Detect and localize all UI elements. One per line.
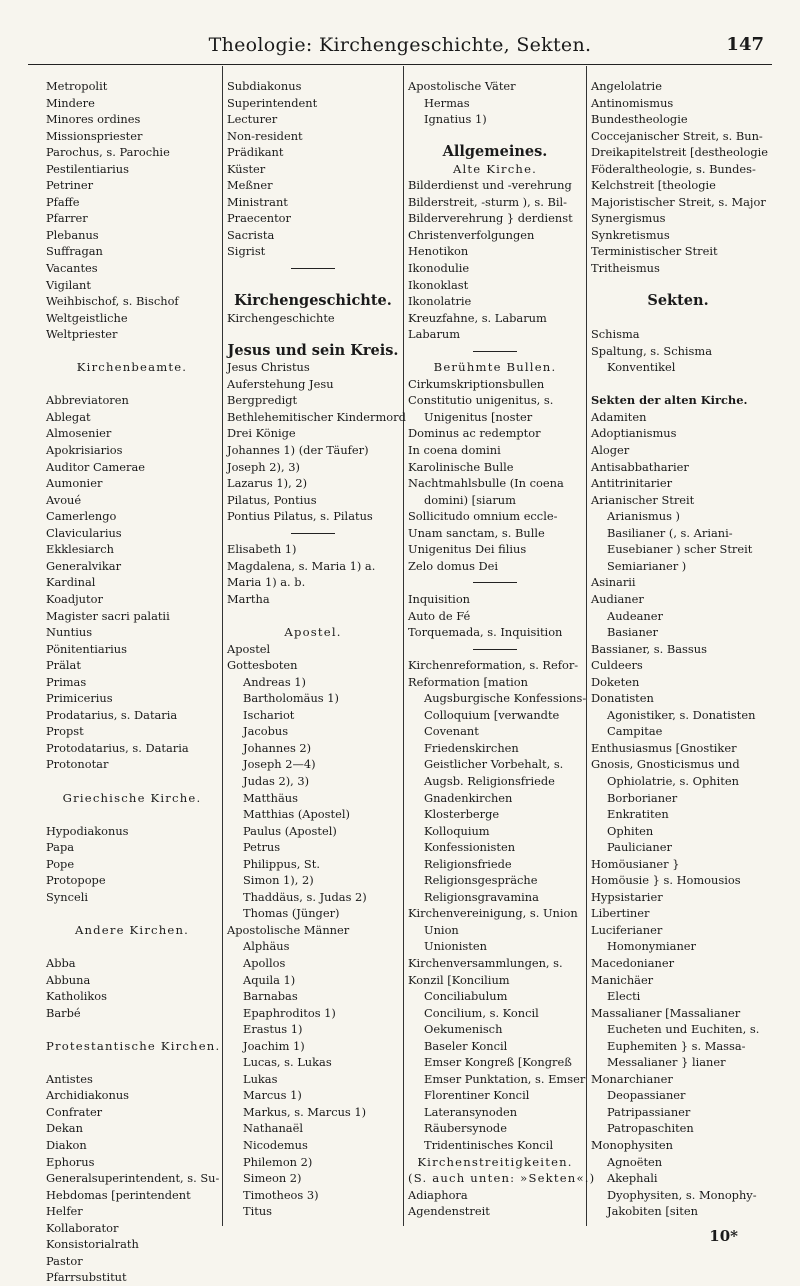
spacer bbox=[46, 376, 218, 393]
index-entry: Kirchenvereinigung, s. Union bbox=[408, 906, 578, 921]
spacer bbox=[46, 1054, 218, 1071]
index-entry: Libertiner bbox=[591, 906, 650, 921]
index-entry: Missionspriester bbox=[46, 128, 143, 143]
index-entry: Klosterberge bbox=[424, 807, 500, 822]
index-entry: Matthäus bbox=[243, 790, 298, 805]
index-entry: Föderaltheologie, s. Bundes- bbox=[591, 161, 756, 176]
index-entry: Weihbischof, s. Bischof bbox=[46, 294, 179, 309]
index-entry: Henotikon bbox=[408, 244, 469, 259]
index-entry: Primicerius bbox=[46, 691, 113, 706]
index-entry: Lazarus 1), 2) bbox=[227, 476, 308, 491]
index-entry: Abbreviatoren bbox=[46, 393, 129, 408]
spacer bbox=[46, 905, 218, 922]
index-entry: Martha bbox=[227, 591, 270, 606]
spacer bbox=[227, 277, 399, 294]
index-entry: Concilium, s. Koncil bbox=[424, 1005, 539, 1020]
index-entry: Zelo domus Dei bbox=[408, 558, 499, 573]
index-entry: Katholikos bbox=[46, 989, 107, 1004]
index-entry: Erastus 1) bbox=[243, 1022, 303, 1037]
spacer bbox=[46, 1021, 218, 1038]
index-entry: Auto de Fé bbox=[408, 608, 471, 623]
index-entry: Eucheten und Euchiten, s. bbox=[607, 1022, 760, 1037]
column-divider bbox=[222, 66, 223, 1226]
index-entry: Parochus, s. Parochie bbox=[46, 145, 170, 160]
index-entry: Drei Könige bbox=[227, 426, 296, 441]
index-entry: Protopope bbox=[46, 873, 106, 888]
section-heading: Alte Kirche. bbox=[452, 161, 538, 176]
index-entry: Matthias (Apostel) bbox=[243, 807, 350, 822]
index-entry: Hermas bbox=[424, 95, 470, 110]
column-divider bbox=[586, 66, 587, 1226]
index-entry: Kardinal bbox=[46, 575, 96, 590]
column-2 bbox=[225, 78, 406, 1228]
index-entry: Agnoëten bbox=[607, 1154, 663, 1169]
index-entry: Arianischer Streit bbox=[591, 492, 695, 507]
index-entry: Macedonianer bbox=[591, 955, 675, 970]
index-entry: Conciliabulum bbox=[424, 989, 508, 1004]
index-entry: Augsb. Religionsfriede bbox=[424, 773, 555, 788]
index-entry: Abba bbox=[46, 955, 76, 970]
index-entry: Nathanaël bbox=[243, 1121, 303, 1136]
index-entry: Dyophysiten, s. Monophy- bbox=[607, 1187, 757, 1202]
section-heading: Apostel. bbox=[284, 625, 342, 640]
index-entry: Monophysiten bbox=[591, 1138, 673, 1152]
spacer bbox=[227, 326, 399, 343]
index-entry: Patripassianer bbox=[607, 1104, 691, 1119]
index-entry: Karolinische Bulle bbox=[408, 459, 514, 474]
index-entry: Asinarii bbox=[591, 575, 636, 590]
index-entry: Protodatarius, s. Dataria bbox=[46, 740, 189, 755]
index-entry: Konventikel bbox=[607, 360, 676, 375]
index-entry: Philippus, St. bbox=[243, 856, 320, 871]
spacer bbox=[46, 938, 218, 955]
index-entry: Audeaner bbox=[607, 608, 663, 623]
index-entry: Electi bbox=[607, 989, 641, 1004]
index-entry: Florentiner Koncil bbox=[424, 1088, 530, 1103]
index-entry: Apokrisiarios bbox=[46, 443, 123, 458]
index-entry: Massalianer [Massalianer bbox=[591, 1005, 741, 1020]
index-entry: Unionisten bbox=[424, 939, 487, 954]
index-entry: Propst bbox=[46, 724, 84, 739]
index-entry: Union bbox=[424, 922, 459, 937]
index-entry: Lecturer bbox=[227, 112, 278, 127]
index-entry: Magister sacri palatii bbox=[46, 608, 170, 623]
index-entry: Judas 2), 3) bbox=[243, 773, 310, 788]
index-entry: Pilatus, Pontius bbox=[227, 492, 317, 507]
index-entry: Sigrist bbox=[227, 244, 266, 259]
index-entry: Basilianer (, s. Ariani- bbox=[607, 525, 733, 540]
index-entry: Johannes 2) bbox=[243, 740, 312, 755]
index-entry: Petriner bbox=[46, 178, 94, 193]
index-entry: Pfaffe bbox=[46, 194, 80, 209]
index-entry: Eusebianer ) scher Streit bbox=[607, 542, 753, 557]
index-entry: Campitae bbox=[607, 724, 663, 739]
index-entry: Vigilant bbox=[46, 277, 91, 292]
section-heading: Kirchengeschichte. bbox=[234, 292, 392, 310]
index-entry: Papa bbox=[46, 840, 75, 855]
index-entry: Ministrant bbox=[227, 194, 288, 209]
header-rule bbox=[28, 64, 772, 65]
index-entry: Kelchstreit [theologie bbox=[591, 178, 716, 193]
index-entry: Nuntius bbox=[46, 625, 93, 640]
index-entry: Almosenier bbox=[46, 426, 112, 441]
index-entry: Kreuzfahne, s. Labarum bbox=[408, 310, 547, 325]
index-entry: Torquemada, s. Inquisition bbox=[408, 625, 563, 640]
spacer bbox=[408, 128, 582, 145]
column-divider bbox=[403, 66, 404, 1226]
index-entry: Agendenstreit bbox=[408, 1204, 490, 1219]
section-rule bbox=[227, 525, 399, 542]
index-entry: Aloger bbox=[591, 443, 630, 458]
index-entry: Metropolit bbox=[46, 79, 108, 93]
index-entry: Pfarrer bbox=[46, 211, 88, 226]
index-entry: Barnabas bbox=[243, 989, 298, 1004]
index-entry: Jesus Christus bbox=[227, 360, 310, 375]
index-entry: Tridentinisches Koncil bbox=[424, 1138, 554, 1152]
index-entry: Johannes 1) (der Täufer) bbox=[227, 443, 369, 458]
section-heading: Protestantische Kirchen. bbox=[46, 1038, 221, 1053]
index-entry: Inquisition bbox=[408, 591, 471, 606]
index-entry: Religionsgravamina bbox=[424, 889, 539, 904]
index-entry: Markus, s. Marcus 1) bbox=[243, 1104, 367, 1119]
index-entry: Philemon 2) bbox=[243, 1154, 313, 1169]
spacer bbox=[46, 806, 218, 823]
index-entry: Weltpriester bbox=[46, 327, 118, 342]
index-entry: Küster bbox=[227, 161, 266, 176]
index-entry: Unigenitus [noster bbox=[424, 409, 533, 424]
index-entry: Weltgeistliche bbox=[46, 310, 128, 325]
index-entry: Apostolische Väter bbox=[408, 79, 516, 93]
index-entry: Thaddäus, s. Judas 2) bbox=[243, 889, 367, 904]
index-entry: Ikonoklast bbox=[408, 277, 469, 292]
index-entry: Marcus 1) bbox=[243, 1088, 302, 1103]
spacer bbox=[46, 343, 218, 360]
index-entry: Ephorus bbox=[46, 1154, 95, 1169]
index-entry: Enkratiten bbox=[607, 807, 669, 822]
index-entry: Auferstehung Jesu bbox=[227, 376, 334, 391]
index-entry: Prälat bbox=[46, 658, 81, 673]
index-entry: Synceli bbox=[46, 889, 88, 904]
index-entry: Kirchengeschichte bbox=[227, 310, 335, 325]
index-entry: Joseph 2—4) bbox=[243, 757, 316, 772]
section-heading: Allgemeines. bbox=[442, 143, 548, 161]
index-entry: Thomas (Jünger) bbox=[243, 906, 340, 921]
index-entry: Pastor bbox=[46, 1253, 83, 1268]
index-entry: Dekan bbox=[46, 1121, 83, 1136]
index-entry: Generalvikar bbox=[46, 558, 122, 573]
index-entry: Kollaborator bbox=[46, 1220, 119, 1235]
index-entry: Religionsfriede bbox=[424, 856, 512, 871]
index-entry: Spaltung, s. Schisma bbox=[591, 343, 712, 358]
index-entry: Friedenskirchen bbox=[424, 740, 519, 755]
index-entry: Terministischer Streit bbox=[591, 244, 718, 259]
index-entry: Homöusie } s. Homousios bbox=[591, 873, 741, 888]
index-entry: Pönitentiarius bbox=[46, 641, 127, 656]
index-entry: Paulus (Apostel) bbox=[243, 823, 337, 838]
index-entry: Räubersynode bbox=[424, 1121, 507, 1136]
index-entry: Semiarianer ) bbox=[607, 558, 687, 573]
index-entry: Bilderstreit, -sturm ), s. Bil- bbox=[408, 194, 567, 209]
index-entry: Suffragan bbox=[46, 244, 103, 259]
section-heading: Jesus und sein Kreis. bbox=[227, 341, 399, 359]
index-entry: Ignatius 1) bbox=[424, 112, 487, 127]
index-entry: Apostolische Männer bbox=[227, 922, 350, 937]
index-entry: Ischariot bbox=[243, 707, 295, 722]
index-entry: Emser Punktation, s. Emser bbox=[424, 1071, 586, 1086]
index-entry: Kolloquium bbox=[424, 823, 490, 838]
index-entry: Confrater bbox=[46, 1104, 103, 1119]
index-entry: Superintendent bbox=[227, 95, 318, 110]
index-entry: Borborianer bbox=[607, 790, 678, 805]
index-entry: Homonymianer bbox=[607, 939, 696, 954]
section-heading: Sekten. bbox=[647, 292, 709, 310]
index-entry: Antitrinitarier bbox=[591, 476, 673, 491]
running-title: Theologie: Kirchengeschichte, Sekten. bbox=[208, 34, 592, 56]
index-entry: Dominus ac redemptor bbox=[408, 426, 541, 441]
index-entry: Gnosis, Gnosticismus und bbox=[591, 757, 740, 772]
index-entry: In coena domini bbox=[408, 443, 501, 458]
index-entry: Epaphroditos 1) bbox=[243, 1005, 336, 1020]
index-entry: Ekklesiarch bbox=[46, 542, 114, 557]
index-entry: Pestilentiarius bbox=[46, 161, 129, 176]
index-entry: Patropaschiten bbox=[607, 1121, 694, 1136]
section-heading: (S. auch unten: »Sekten«.) bbox=[408, 1171, 596, 1186]
index-entry: Subdiakonus bbox=[227, 79, 302, 93]
index-entry: Kirchenreformation, s. Refor- bbox=[408, 658, 579, 673]
index-entry: Primas bbox=[46, 674, 87, 689]
index-entry: Hypodiakonus bbox=[46, 823, 129, 838]
index-entry: Pope bbox=[46, 856, 75, 871]
index-entry: Camerlengo bbox=[46, 509, 117, 524]
index-entry: Minores ordines bbox=[46, 112, 141, 127]
index-entry: Ikonolatrie bbox=[408, 294, 472, 309]
index-entry: Deopassianer bbox=[607, 1088, 686, 1103]
index-entry: Tritheismus bbox=[591, 261, 660, 276]
index-entry: Barbé bbox=[46, 1005, 81, 1020]
index-entry: Adoptianismus bbox=[591, 426, 677, 441]
index-entry: Hebdomas [perintendent bbox=[46, 1187, 191, 1202]
index-entry: Labarum bbox=[408, 327, 461, 342]
index-entry: Titus bbox=[243, 1204, 272, 1219]
section-rule bbox=[408, 641, 582, 658]
index-entry: Dreikapitelstreit [destheologie bbox=[591, 145, 769, 160]
index-entry: Aumonier bbox=[46, 476, 103, 491]
index-entry: Sollicitudo omnium eccle- bbox=[408, 509, 558, 524]
index-entry: Simeon 2) bbox=[243, 1171, 302, 1186]
index-entry: Bilderdienst und -verehrung bbox=[408, 178, 572, 193]
index-entry: Pontius Pilatus, s. Pilatus bbox=[227, 509, 373, 524]
index-entry: Jakobiten [siten bbox=[607, 1204, 698, 1219]
spacer bbox=[46, 773, 218, 790]
index-entry: Angelolatrie bbox=[591, 79, 662, 93]
spacer bbox=[591, 310, 765, 327]
index-entry: Nicodemus bbox=[243, 1138, 308, 1152]
index-entry: Pfarrsubstitut bbox=[46, 1270, 127, 1285]
section-heading: Kirchenbeamte. bbox=[76, 360, 188, 375]
index-entry: Lucas, s. Lukas bbox=[243, 1055, 332, 1070]
index-entry: Konzil [Koncilium bbox=[408, 972, 510, 987]
index-entry: Prodatarius, s. Dataria bbox=[46, 707, 178, 722]
index-entry: Manichäer bbox=[591, 972, 654, 987]
index-entry: Antistes bbox=[46, 1071, 93, 1086]
index-entry: Ophiolatrie, s. Ophiten bbox=[607, 773, 739, 788]
index-entry: Aquila 1) bbox=[243, 972, 296, 987]
index-entry: domini) [siarum bbox=[424, 492, 516, 507]
index-entry: Gottesboten bbox=[227, 658, 298, 673]
index-entry: Nachtmahlsbulle (In coena bbox=[408, 476, 564, 491]
index-entry: Augsburgische Konfessions- bbox=[424, 691, 587, 706]
page-number: 147 bbox=[726, 34, 764, 55]
spacer bbox=[591, 376, 765, 393]
index-entry: Adiaphora bbox=[408, 1187, 468, 1202]
index-entry: Donatisten bbox=[591, 691, 654, 706]
index-entry: Clavicularius bbox=[46, 525, 122, 540]
index-entry: Bilderverehrung } derdienst bbox=[408, 211, 573, 226]
index-entry: Kirchenversammlungen, s. bbox=[408, 955, 563, 970]
index-entry: Schisma bbox=[591, 327, 640, 342]
index-entry: Simon 1), 2) bbox=[243, 873, 314, 888]
index-entry: Joachim 1) bbox=[243, 1038, 305, 1053]
index-entry: Jacobus bbox=[243, 724, 289, 739]
index-entry: Maria 1) a. b. bbox=[227, 575, 306, 590]
index-entry: Constitutio unigenitus, s. bbox=[408, 393, 554, 408]
index-entry: Apollos bbox=[243, 955, 286, 970]
index-entry: Bassianer, s. Bassus bbox=[591, 641, 707, 656]
index-entry: Christenverfolgungen bbox=[408, 227, 535, 242]
index-entry: Bartholomäus 1) bbox=[243, 691, 339, 706]
index-entry: Diakon bbox=[46, 1138, 87, 1152]
index-entry: Cirkumskriptionsbullen bbox=[408, 376, 545, 391]
index-entry: Emser Kongreß [Kongreß bbox=[424, 1055, 572, 1070]
index-entry: Mindere bbox=[46, 95, 95, 110]
index-entry: Euphemiten } s. Massa- bbox=[607, 1038, 746, 1053]
index-entry: Reformation [mation bbox=[408, 674, 528, 689]
column-1 bbox=[44, 78, 221, 1285]
index-entry: Archidiakonus bbox=[46, 1088, 130, 1103]
index-entry: Timotheos 3) bbox=[243, 1187, 319, 1202]
index-entry: Luciferianer bbox=[591, 922, 663, 937]
index-entry: Plebanus bbox=[46, 227, 99, 242]
index-entry: Unigenitus Dei filius bbox=[408, 542, 527, 557]
index-entry: Joseph 2), 3) bbox=[227, 459, 300, 474]
index-entry: Praecentor bbox=[227, 211, 291, 226]
index-entry: Homöusianer } bbox=[591, 856, 680, 871]
index-entry: Apostel bbox=[227, 641, 271, 656]
section-rule bbox=[408, 574, 582, 591]
index-entry: Antinomismus bbox=[591, 95, 674, 110]
signature-mark: 10* bbox=[709, 1227, 738, 1245]
index-entry: Konfessionisten bbox=[424, 840, 516, 855]
index-entry: Auditor Camerae bbox=[46, 459, 146, 474]
index-entry: Non-resident bbox=[227, 128, 303, 143]
index-entry: Akephali bbox=[607, 1171, 658, 1186]
index-entry: Alphäus bbox=[243, 939, 290, 954]
index-entry: Ophiten bbox=[607, 823, 654, 838]
index-entry: Bergpredigt bbox=[227, 393, 298, 408]
index-entry: Audianer bbox=[591, 591, 644, 606]
spacer bbox=[227, 608, 399, 625]
index-entry: Bethlehemitischer Kindermord bbox=[227, 409, 406, 424]
index-entry: Oekumenisch bbox=[424, 1022, 503, 1037]
index-entry: Elisabeth 1) bbox=[227, 542, 297, 557]
index-entry: Baseler Koncil bbox=[424, 1038, 508, 1053]
index-entry: Monarchianer bbox=[591, 1071, 673, 1086]
index-entry: Sacrista bbox=[227, 227, 275, 242]
index-entry: Arianismus ) bbox=[607, 509, 680, 524]
section-heading: Andere Kirchen. bbox=[74, 922, 190, 937]
index-entry: Synkretismus bbox=[591, 227, 670, 242]
index-entry: Abbuna bbox=[46, 972, 91, 987]
index-entry: Agonistiker, s. Donatisten bbox=[607, 707, 756, 722]
index-entry: Andreas 1) bbox=[243, 674, 306, 689]
index-entry: Prädikant bbox=[227, 145, 284, 160]
index-entry: Magdalena, s. Maria 1) a. bbox=[227, 558, 376, 573]
index-entry: Antisabbatharier bbox=[591, 459, 689, 474]
index-entry: Culdeers bbox=[591, 658, 643, 673]
index-entry: Messalianer } lianer bbox=[607, 1055, 726, 1070]
index-entry: Konsistorialrath bbox=[46, 1237, 139, 1252]
index-entry: Coccejanischer Streit, s. Bun- bbox=[591, 128, 763, 143]
index-entry: Enthusiasmus [Gnostiker bbox=[591, 740, 737, 755]
index-entry: Religionsgespräche bbox=[424, 873, 538, 888]
index-entry: Synergismus bbox=[591, 211, 666, 226]
index-entry: Sekten der alten Kirche. bbox=[591, 393, 748, 408]
index-entry: Lukas bbox=[243, 1071, 278, 1086]
section-rule bbox=[408, 343, 582, 360]
index-entry: Gnadenkirchen bbox=[424, 790, 513, 805]
index-entry: Basianer bbox=[607, 625, 658, 640]
index-entry: Helfer bbox=[46, 1204, 83, 1219]
index-entry: Meßner bbox=[227, 178, 273, 193]
index-entry: Adamiten bbox=[591, 409, 647, 424]
index-entry: Avoué bbox=[46, 492, 82, 507]
index-entry: Covenant bbox=[424, 724, 479, 739]
section-heading: Kirchenstreitigkeiten. bbox=[417, 1154, 573, 1169]
index-entry: Lateransynoden bbox=[424, 1104, 518, 1119]
column-3 bbox=[406, 78, 596, 1228]
index-entry: Koadjutor bbox=[46, 591, 103, 606]
section-heading: Griechische Kirche. bbox=[62, 790, 202, 805]
index-entry: Hypsistarier bbox=[591, 889, 663, 904]
index-entry: Ablegat bbox=[46, 409, 91, 424]
index-entry: Paulicianer bbox=[607, 840, 672, 855]
index-entry: Doketen bbox=[591, 674, 640, 689]
index-entry: Ikonodulie bbox=[408, 261, 470, 276]
index-entry: Majoristischer Streit, s. Major bbox=[591, 194, 766, 209]
spacer bbox=[591, 277, 765, 294]
index-entry: Bundestheologie bbox=[591, 112, 688, 127]
index-entry: Generalsuperintendent, s. Su- bbox=[46, 1171, 220, 1186]
index-entry: Colloquium [verwandte bbox=[424, 707, 560, 722]
column-4 bbox=[589, 78, 767, 1228]
index-entry: Vacantes bbox=[46, 261, 98, 276]
section-rule bbox=[227, 260, 399, 277]
index-entry: Geistlicher Vorbehalt, s. bbox=[424, 757, 564, 772]
index-entry: Protonotar bbox=[46, 757, 109, 772]
index-entry: Unam sanctam, s. Bulle bbox=[408, 525, 545, 540]
index-entry: Petrus bbox=[243, 840, 281, 855]
section-heading: Berühmte Bullen. bbox=[433, 360, 557, 375]
